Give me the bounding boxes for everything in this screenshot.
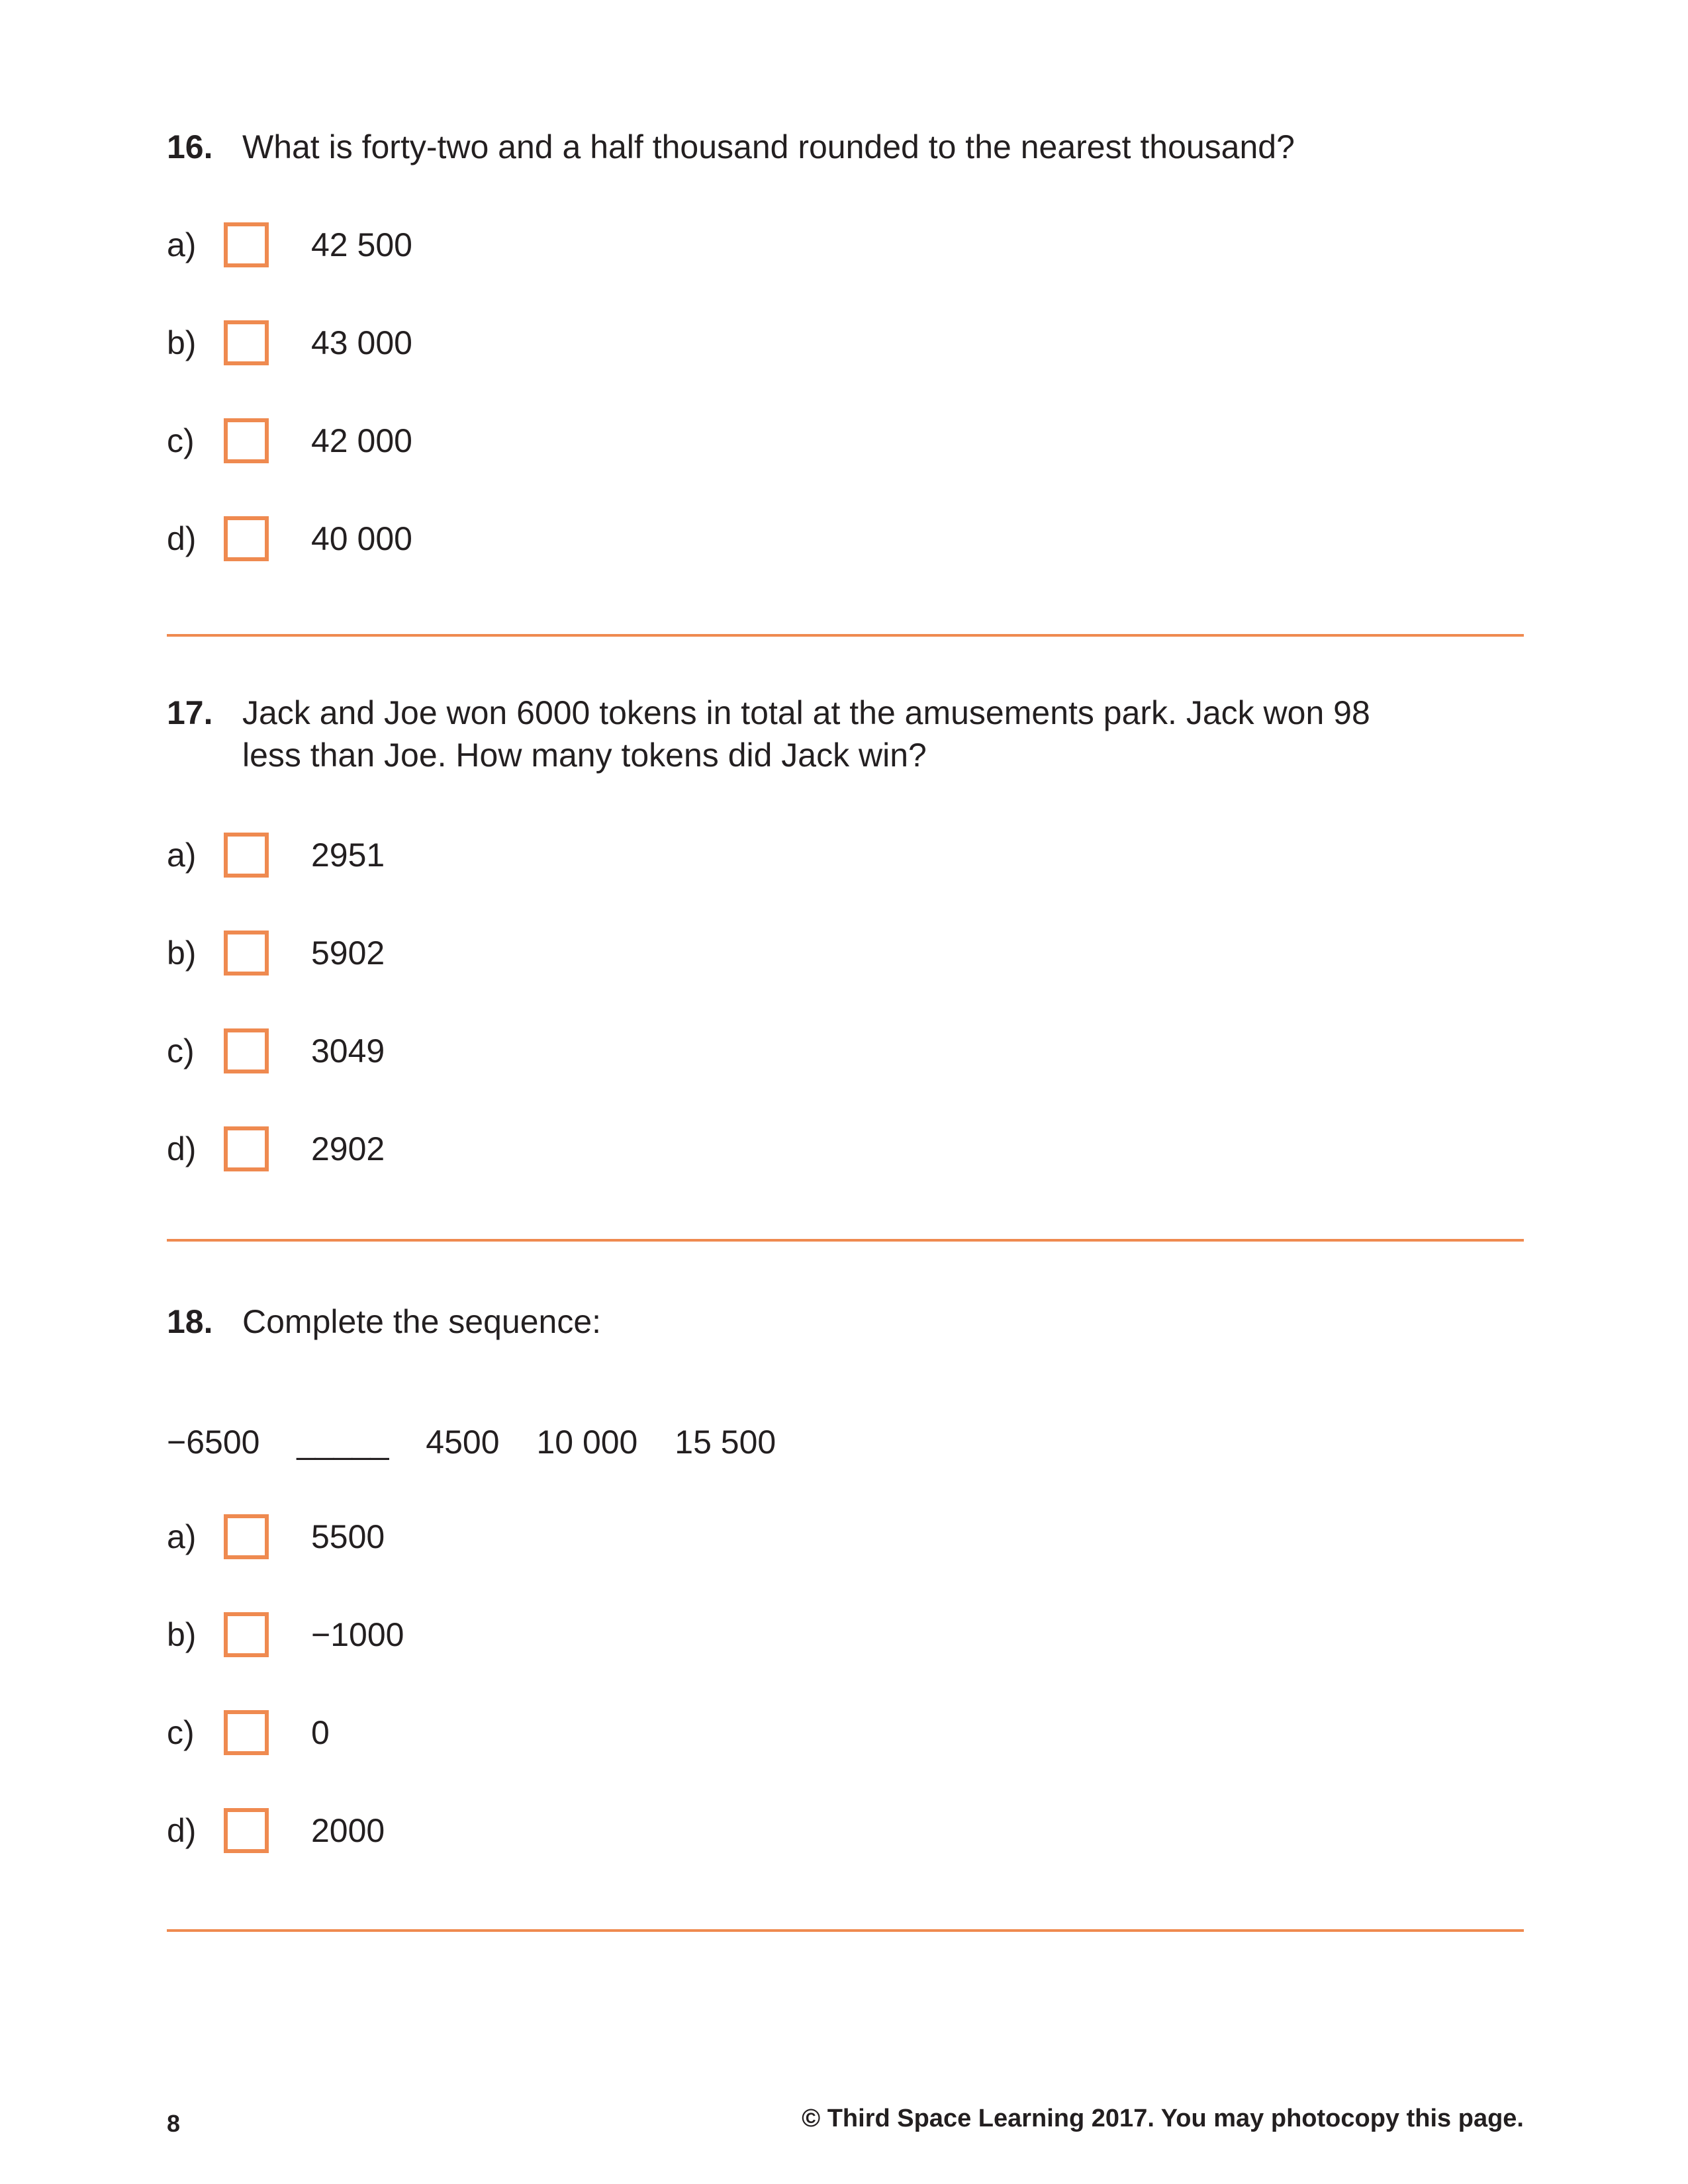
- answer-checkbox[interactable]: [224, 1514, 269, 1559]
- sequence-term: −6500: [167, 1424, 260, 1461]
- section-divider: [167, 634, 1524, 637]
- answer-checkbox[interactable]: [224, 931, 269, 976]
- option-letter: d): [167, 520, 197, 557]
- question-number: 16.: [167, 128, 213, 165]
- answer-checkbox[interactable]: [224, 1710, 269, 1755]
- option-value: 42 000: [311, 422, 412, 459]
- option-value: 43 000: [311, 324, 412, 361]
- option-letter: c): [167, 1032, 195, 1069]
- question-18: [167, 1300, 1524, 1343]
- sequence-blank: _____: [297, 1424, 389, 1461]
- option-value: 2902: [311, 1130, 385, 1167]
- question-text: Complete the sequence:: [242, 1303, 602, 1340]
- question-text: What is forty-two and a half thousand rounded to the nearest thousand?: [242, 128, 1295, 165]
- option-letter: b): [167, 934, 197, 972]
- answer-checkbox[interactable]: [224, 516, 269, 561]
- option-letter: c): [167, 422, 195, 459]
- option-value: 0: [311, 1714, 330, 1751]
- option-value: 42 500: [311, 226, 412, 263]
- option-d[interactable]: [167, 512, 412, 565]
- option-letter: a): [167, 1518, 197, 1555]
- section-divider: [167, 1239, 1524, 1242]
- question-17: [167, 692, 1524, 776]
- section-divider: [167, 1929, 1524, 1932]
- option-value: 2000: [311, 1812, 385, 1849]
- option-value: 2951: [311, 837, 385, 874]
- option-c[interactable]: [167, 1706, 330, 1759]
- sequence-term: 4500: [426, 1424, 500, 1461]
- option-c[interactable]: [167, 414, 412, 467]
- answer-checkbox[interactable]: [224, 1808, 269, 1853]
- question-number: 18.: [167, 1303, 213, 1340]
- option-a[interactable]: [167, 218, 412, 271]
- answer-checkbox[interactable]: [224, 320, 269, 365]
- option-letter: d): [167, 1812, 197, 1849]
- copyright-notice: © Third Space Learning 2017. You may photocopy this page.: [802, 2105, 1524, 2132]
- option-letter: a): [167, 837, 197, 874]
- answer-checkbox[interactable]: [224, 1028, 269, 1073]
- option-c[interactable]: [167, 1024, 385, 1077]
- sequence-term: 10 000: [536, 1424, 638, 1461]
- option-a[interactable]: [167, 829, 385, 882]
- option-value: 5500: [311, 1518, 385, 1555]
- question-16-title: [167, 126, 1524, 168]
- option-b[interactable]: [167, 1608, 404, 1661]
- option-b[interactable]: [167, 316, 412, 369]
- option-value: 5902: [311, 934, 385, 972]
- option-letter: b): [167, 324, 197, 361]
- option-d[interactable]: [167, 1122, 385, 1175]
- page-number: 8: [167, 2110, 181, 2137]
- question-16: [167, 126, 1524, 168]
- option-letter: d): [167, 1130, 197, 1167]
- answer-checkbox[interactable]: [224, 1126, 269, 1171]
- answer-checkbox[interactable]: [224, 418, 269, 463]
- answer-checkbox[interactable]: [224, 833, 269, 878]
- question-text: Jack and Joe won 6000 tokens in total at the amusements park. Jack won 98: [242, 694, 1370, 731]
- option-value: 40 000: [311, 520, 412, 557]
- option-d[interactable]: [167, 1804, 385, 1857]
- option-b[interactable]: [167, 927, 385, 979]
- option-value: −1000: [311, 1616, 404, 1653]
- answer-checkbox[interactable]: [224, 222, 269, 267]
- option-a[interactable]: [167, 1510, 385, 1563]
- question-18-title: [167, 1300, 1524, 1343]
- answer-checkbox[interactable]: [224, 1612, 269, 1657]
- question-text-line2: less than Joe. How many tokens did Jack win?: [242, 737, 927, 774]
- question-number: 17.: [167, 694, 213, 731]
- option-value: 3049: [311, 1032, 385, 1069]
- question-17-title: [167, 692, 1524, 776]
- sequence-term: 15 500: [675, 1424, 776, 1461]
- number-sequence: [167, 1421, 804, 1463]
- option-letter: c): [167, 1714, 195, 1751]
- option-letter: a): [167, 226, 197, 263]
- option-letter: b): [167, 1616, 197, 1653]
